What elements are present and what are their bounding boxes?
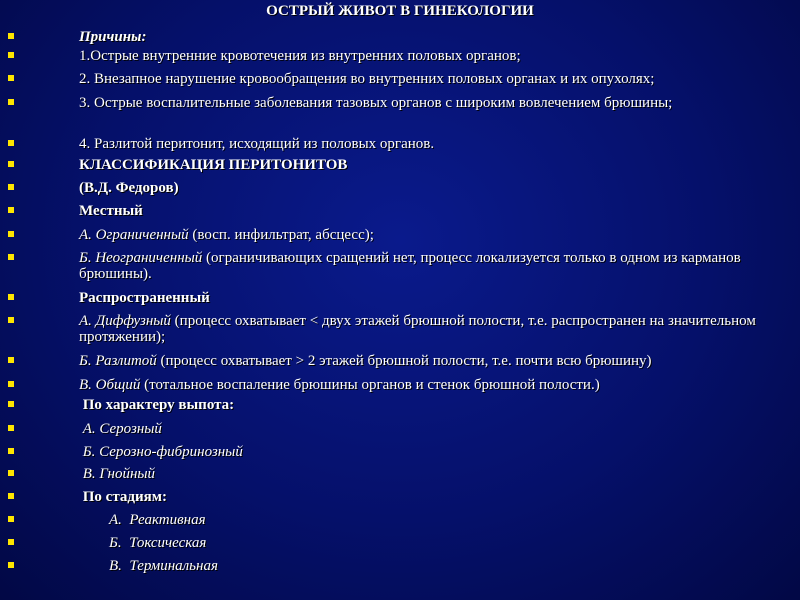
square-bullet-icon bbox=[8, 448, 14, 454]
text-segment: Б. Разлитой bbox=[79, 353, 157, 369]
square-bullet-icon bbox=[8, 75, 14, 81]
square-bullet-icon bbox=[8, 207, 14, 213]
text-segment: 1.Острые внутренние кровотечения из внутренних половых органов; bbox=[79, 48, 521, 64]
text-segment: По стадиям: bbox=[79, 489, 167, 505]
text-segment: КЛАССИФИКАЦИЯ ПЕРИТОНИТОВ bbox=[79, 157, 348, 173]
square-bullet-icon bbox=[8, 493, 14, 499]
text-segment: (восп. инфильтрат, абсцесс); bbox=[188, 227, 374, 243]
list-item-text bbox=[79, 48, 794, 64]
square-bullet-icon bbox=[8, 357, 14, 363]
list-item-text bbox=[79, 353, 794, 369]
square-bullet-icon bbox=[8, 99, 14, 105]
text-segment: Местный bbox=[79, 203, 143, 219]
text-segment: (тотальное воспаление брюшины органов и стенок брюшной полости.) bbox=[140, 377, 600, 393]
text-segment: Распространенный bbox=[79, 290, 210, 306]
text-segment: Б. Серозно-фибринозный bbox=[79, 444, 243, 460]
square-bullet-icon bbox=[8, 562, 14, 568]
text-segment: В. Общий bbox=[79, 377, 141, 393]
square-bullet-icon bbox=[8, 425, 14, 431]
list-item-text bbox=[79, 444, 794, 460]
text-segment: (ограничивающих сращений нет, процесс локализуется только в одном из карманов брюшины). bbox=[79, 250, 745, 282]
text-segment: А. Реактивная bbox=[79, 512, 206, 528]
square-bullet-icon bbox=[8, 294, 14, 300]
square-bullet-icon bbox=[8, 381, 14, 387]
list-item-text bbox=[79, 535, 794, 551]
list-item-text bbox=[79, 397, 794, 413]
square-bullet-icon bbox=[8, 539, 14, 545]
list-item-text bbox=[79, 136, 794, 152]
square-bullet-icon bbox=[8, 52, 14, 58]
text-segment: Б. Токсическая bbox=[79, 535, 207, 551]
list-item-text bbox=[79, 95, 794, 111]
slide-title: ОСТРЫЙ ЖИВОТ В ГИНЕКОЛОГИИ bbox=[266, 3, 534, 19]
text-segment: (процесс охватывает > 2 этажей брюшной полости, т.е. почти всю брюшину) bbox=[156, 353, 652, 369]
square-bullet-icon bbox=[8, 231, 14, 237]
text-segment: По характеру выпота: bbox=[79, 397, 235, 413]
list-item-text bbox=[79, 558, 794, 574]
text-segment: 2. Внезапное нарушение кровообращения во внутренних половых органах и их опухолях; bbox=[79, 71, 655, 87]
list-item-text bbox=[79, 227, 794, 243]
list-item-text bbox=[79, 180, 794, 196]
text-segment: Б. Неограниченный bbox=[79, 250, 203, 266]
list-item-text bbox=[79, 512, 794, 528]
square-bullet-icon bbox=[8, 254, 14, 260]
list-item-text bbox=[79, 71, 794, 87]
text-segment: А. Ограниченный bbox=[79, 227, 189, 243]
square-bullet-icon bbox=[8, 140, 14, 146]
list-item-text bbox=[79, 377, 794, 393]
square-bullet-icon bbox=[8, 33, 14, 39]
text-segment: А. Серозный bbox=[79, 421, 162, 437]
square-bullet-icon bbox=[8, 470, 14, 476]
text-segment: (В.Д. Федоров) bbox=[79, 180, 179, 196]
text-segment: 4. Разлитой перитонит, исходящий из половых органов. bbox=[79, 136, 435, 152]
list-item-text bbox=[79, 203, 794, 219]
list-item-text bbox=[79, 290, 794, 306]
list-item-text bbox=[79, 157, 794, 173]
square-bullet-icon bbox=[8, 516, 14, 522]
list-item-text bbox=[79, 466, 794, 482]
list-item-text bbox=[79, 250, 794, 282]
square-bullet-icon bbox=[8, 161, 14, 167]
square-bullet-icon bbox=[8, 184, 14, 190]
text-segment: (процесс охватывает < двух этажей брюшной полости, т.е. распространен на значительном протяжении); bbox=[79, 313, 760, 345]
text-segment: В. Терминальная bbox=[79, 558, 218, 574]
list-item-text bbox=[79, 29, 794, 45]
text-segment: Причины: bbox=[79, 29, 147, 45]
list-item-text bbox=[79, 313, 794, 345]
text-segment: А. Диффузный bbox=[79, 313, 171, 329]
list-item-text bbox=[79, 421, 794, 437]
square-bullet-icon bbox=[8, 317, 14, 323]
list-item-text bbox=[79, 489, 794, 505]
text-segment: В. Гнойный bbox=[79, 466, 156, 482]
square-bullet-icon bbox=[8, 401, 14, 407]
text-segment: 3. Острые воспалительные заболевания тазовых органов с широким вовлечением брюшины; bbox=[79, 95, 673, 111]
